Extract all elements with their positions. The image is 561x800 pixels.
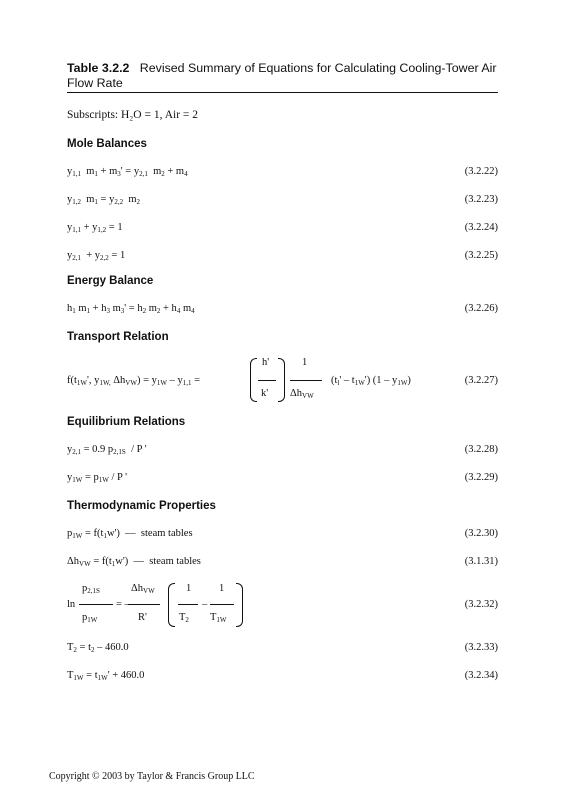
copyright-footer: Copyright © 2003 by Taylor & Francis Group LLC — [49, 771, 255, 782]
equation-3-1-31: $\Delta h_{VW} = f(t_1w')$ — steam tables — [67, 556, 201, 568]
equation-number: (3.2.32) — [464, 599, 498, 610]
equation-3-2-28: $y_{2,1} = 0.9$ $p_{2,1S}$ / P ' — [67, 444, 147, 456]
subscripts-note: Subscripts: H₂O = 1, Air = 2 — [67, 109, 199, 121]
equation-number: (3.1.31) — [464, 556, 498, 567]
heading-transport-relation: Transport Relation — [67, 331, 169, 343]
equation-number: (3.2.24) — [464, 222, 498, 233]
equation-number: (3.2.33) — [464, 642, 498, 653]
table-title-text: Revised Summary of Equations for Calculating Cooling-Tower Air Flow Rate — [67, 61, 497, 90]
equation-number: (3.2.34) — [464, 670, 498, 681]
equation-number: (3.2.27) — [464, 375, 498, 386]
heading-energy-balance: Energy Balance — [67, 275, 154, 287]
heading-equilibrium-relations: Equilibrium Relations — [67, 416, 186, 428]
equation-3-2-34: $T_{1W} = t_{1W}' + 460.0$ — [67, 670, 145, 682]
equation-3-2-22: $y_{1,1}$ $m_1 + m_3' = y_{2,1}$ $m_2 + m_4$ — [67, 166, 188, 178]
equation-number: (3.2.28) — [464, 444, 498, 455]
equation-number: (3.2.30) — [464, 528, 498, 539]
equation-3-2-29: $y_{1W} = p_{1W} / P$ ' — [67, 472, 128, 484]
equation-3-2-33: $T_2 = t_2 - 460.0$ — [67, 642, 129, 654]
equation-number: (3.2.25) — [464, 250, 498, 261]
equation-3-2-24: $y_{1,1} + y_{1,2} = 1$ — [67, 222, 123, 234]
equation-number: (3.2.22) — [464, 166, 498, 177]
equation-3-2-26: $h_1$ $m_1 + h_3$ $m_3' = h_2$ $m_2 + h_4$ $m_4$ — [67, 303, 195, 315]
table-label: Table 3.2.2 — [67, 61, 130, 75]
heading-thermodynamic-properties: Thermodynamic Properties — [67, 500, 216, 512]
title-rule — [67, 92, 498, 93]
equation-number: (3.2.23) — [464, 194, 498, 205]
equation-3-2-25: $y_{2,1} + y_{2,2} = 1$ — [67, 250, 126, 262]
table-title — [67, 61, 507, 91]
equation-number: (3.2.26) — [464, 303, 498, 314]
heading-mole-balances: Mole Balances — [67, 138, 147, 150]
equation-3-2-30: $p_{1W} = f(t_1w')$ — steam tables — [67, 528, 193, 540]
equation-3-2-23: $y_{1,2}$ $m_1 = y_{2,2}$ $m_2$ — [67, 194, 141, 206]
equation-number: (3.2.29) — [464, 472, 498, 483]
